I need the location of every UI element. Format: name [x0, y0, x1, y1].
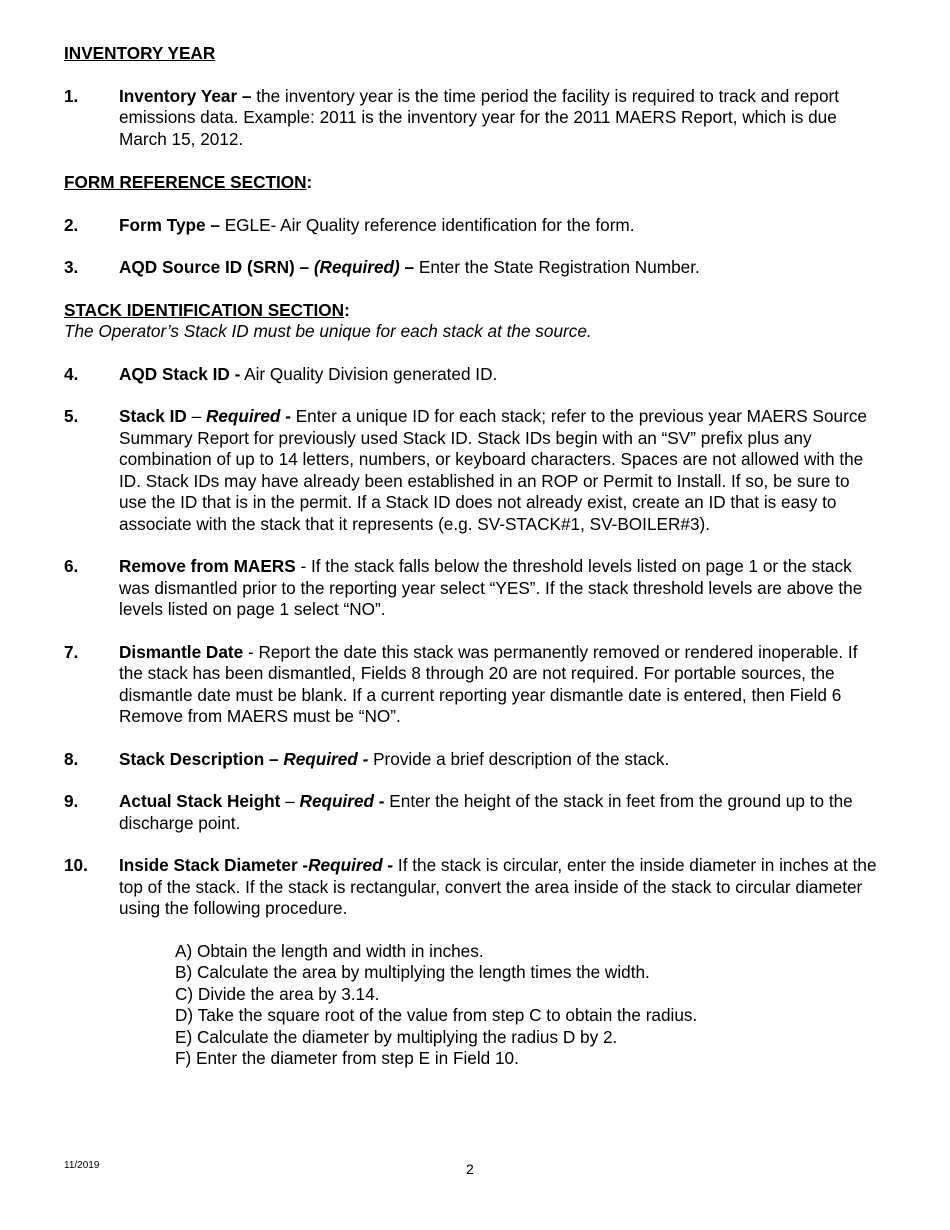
field-item-3 — [64, 257, 879, 279]
section-heading-stack-identification: STACK IDENTIFICATION SECTION: — [64, 299, 350, 320]
item-text: EGLE- Air Quality reference identification for the form. — [219, 214, 635, 235]
item-body — [119, 642, 879, 728]
field-item-9 — [64, 791, 879, 834]
field-item-2 — [64, 215, 879, 237]
item-number: 9. — [64, 791, 79, 811]
item-number: 2. — [64, 214, 79, 235]
field-item-5 — [64, 406, 879, 535]
field-item-10 — [64, 855, 879, 920]
item-number: 8. — [64, 748, 79, 769]
item-number: 3. — [64, 257, 79, 277]
item-number: 1. — [64, 85, 79, 106]
item-label: AQD Source ID (SRN) – — [119, 257, 310, 277]
item-text: - If the stack falls below the threshold levels listed on page 1 or the stack was dismantled prior to the reporting year select “YES”. If the stack threshold levels are above the levels listed on page 1 select “NO”. — [119, 556, 863, 619]
section-heading-form-reference: FORM REFERENCE SECTION: — [64, 172, 313, 192]
item-text: Enter the State Registration Number. — [414, 257, 700, 277]
required-marker: Required - — [299, 791, 385, 811]
item-sep: – — [186, 406, 206, 426]
page-number: 2 — [466, 1161, 474, 1177]
required-marker: Required - — [205, 406, 291, 426]
item-text: Provide a brief description of the stack. — [368, 748, 670, 769]
item-label: Dismantle Date — [119, 641, 244, 662]
item-body — [119, 406, 879, 535]
item-text: Enter the height of the stack in feet from the ground up to the discharge point. — [119, 791, 853, 833]
diameter-procedure-steps — [64, 941, 879, 1070]
item-text: Air Quality Division generated ID. — [240, 363, 498, 384]
field-item-8 — [64, 749, 879, 771]
item-body — [119, 791, 879, 834]
item-label: Remove from MAERS — [119, 556, 296, 576]
item-body — [119, 215, 879, 237]
item-label: Inventory Year – — [119, 85, 252, 106]
item-body — [119, 749, 879, 771]
procedure-step: D) Take the square root of the value from step C to obtain the radius. — [175, 1005, 698, 1025]
required-marker: Required - — [283, 748, 369, 769]
item-text: If the stack is circular, enter the inside diameter in inches at the top of the stack. If the stack is rectangular, convert the area inside of the stack to circular diameter using the following procedure. — [119, 855, 877, 918]
procedure-step: C) Divide the area by 3.14. — [175, 983, 380, 1004]
required-marker: (Required) — [313, 257, 400, 277]
item-number: 7. — [64, 641, 79, 662]
item-label: AQD Stack ID - — [119, 363, 241, 384]
field-item-1 — [64, 86, 879, 151]
item-body — [119, 556, 879, 621]
item-number: 10. — [64, 855, 88, 875]
field-item-6 — [64, 556, 879, 621]
field-item-4 — [64, 364, 879, 386]
item-body — [119, 364, 879, 386]
procedure-step: F) Enter the diameter from step E in Field 10. — [175, 1048, 519, 1068]
section-note: The Operator’s Stack ID must be unique for each stack at the source. — [64, 321, 592, 341]
item-dash: – — [399, 257, 415, 277]
item-body — [119, 257, 879, 279]
item-text: Enter a unique ID for each stack; refer to the previous year MAERS Source Summary Report for previously used Stack ID. Stack IDs begin with an “SV” prefix plus any combination of up to 14 letters, numbers, or keyboard characters. Spaces are not allowed with the ID. Stack IDs may have already been established in an ROP or Permit to Install. If so, be sure to use the ID that is in the permit. If a Stack ID does not already exist, create an ID that is easy to associate with the stack that it represents (e.g. SV-STACK#1, SV-BOILER#3). — [119, 406, 867, 534]
item-text: the inventory year is the time period the facility is required to track and report emissions data. Example: 2011 is the inventory year for the 2011 MAERS Report, which is due March 15, 2012. — [119, 85, 840, 149]
procedure-step: E) Calculate the diameter by multiplying the radius D by 2. — [175, 1026, 618, 1047]
item-number: 5. — [64, 406, 79, 426]
item-number: 4. — [64, 363, 79, 384]
document-page — [64, 43, 879, 1070]
required-marker: Required - — [308, 855, 394, 875]
item-body — [119, 86, 879, 151]
footer-date: 11/2019 — [64, 1160, 100, 1171]
item-label: Stack ID — [119, 406, 187, 426]
item-label: Form Type – — [119, 214, 220, 235]
field-item-7 — [64, 642, 879, 728]
procedure-step: A) Obtain the length and width in inches. — [175, 940, 484, 961]
section-heading-inventory-year: INVENTORY YEAR — [64, 43, 216, 63]
item-label: Inside Stack Diameter - — [119, 855, 309, 875]
procedure-step: B) Calculate the area by multiplying the length times the width. — [175, 962, 650, 982]
item-number: 6. — [64, 556, 79, 576]
item-label: Stack Description – — [119, 748, 279, 769]
item-body — [119, 855, 879, 920]
item-text: - Report the date this stack was permanently removed or rendered inoperable. If the stack has been dismantled, Fields 8 through 20 are not required. For portable sources, the dismantle date must be blank. If a current reporting year dismantle date is entered, then Field 6 Remove from MAERS must be “NO”. — [119, 641, 858, 726]
item-sep: – — [280, 791, 300, 811]
item-label: Actual Stack Height — [119, 791, 281, 811]
